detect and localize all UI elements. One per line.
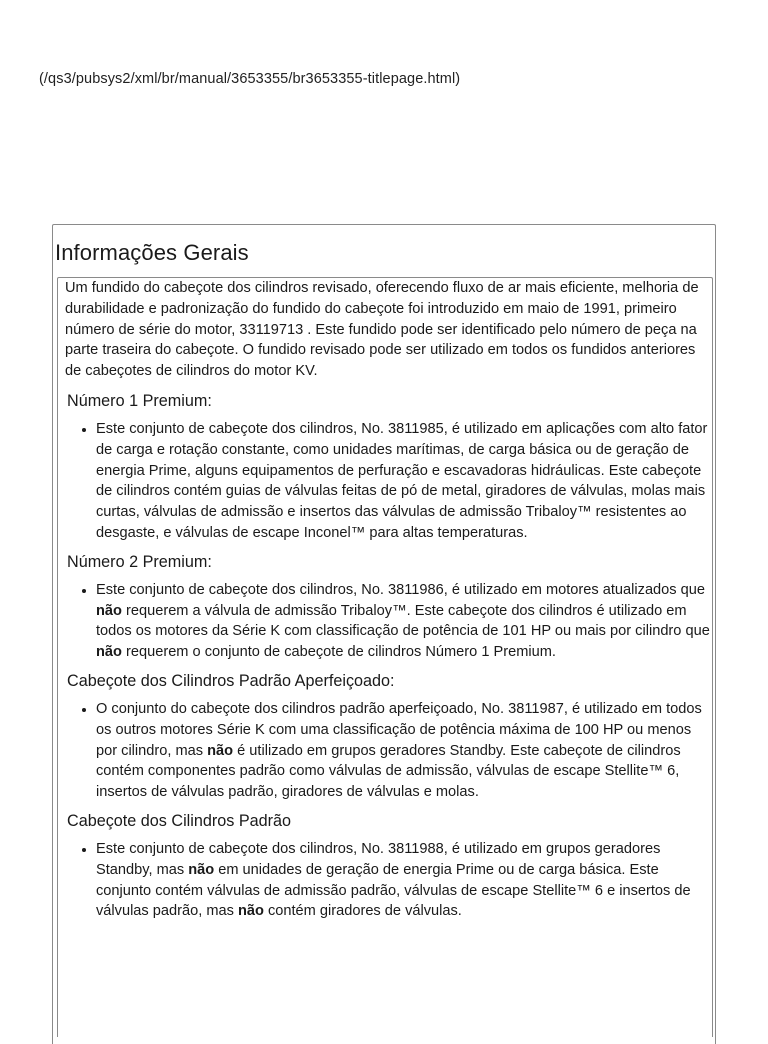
text-span: requerem o conjunto de cabeçote de cilindros Número 1 Premium. xyxy=(121,644,556,661)
heading-padrao-aperfeicoado: Cabeçote dos Cilindros Padrão Aperfeiçoado: xyxy=(67,671,395,690)
text-span: Este conjunto de cabeçote dos cilindros, No. 3811988, é utilizado em grupos geradores Standby, mas xyxy=(96,840,661,878)
page-url-link[interactable]: (/qs3/pubsys2/xml/br/manual/3653355/br3653355-titlepage.html) xyxy=(39,71,461,87)
list-item xyxy=(96,699,710,803)
text-span: Este conjunto de cabeçote dos cilindros, No. 3811986, é utilizado em motores atualizados que xyxy=(96,581,705,598)
emphasis-nao: não xyxy=(96,644,122,661)
list-padrao xyxy=(65,839,710,922)
text-span: contém giradores de válvulas. xyxy=(263,903,462,920)
section-title: Informações Gerais xyxy=(55,240,249,265)
intro-paragraph: Um fundido do cabeçote dos cilindros revisado, oferecendo fluxo de ar mais eficiente, melhoria de durabilidade e padronização do fundido do cabeçote foi introduzido em maio de 1991, primeiro número de série do motor, 33119713 . Este fundido pode ser identificado pelo número de peça na parte traseira do cabeçote. O fundido revisado pode ser utilizado em todos os fundidos anteriores de cabeçotes de cilindros do motor KV. xyxy=(65,280,699,380)
heading-padrao: Cabeçote dos Cilindros Padrão xyxy=(67,811,292,830)
list-item xyxy=(96,839,710,922)
list-numero-2-premium xyxy=(65,580,710,663)
heading-numero-1-premium: Número 1 Premium: xyxy=(67,391,212,410)
text-span: em unidades de geração de energia Prime ou de carga básica. Este conjunto contém válvulas de admissão padrão, válvulas de escape Stellite™ 6 e insertos de válvulas padrão, mas xyxy=(96,861,691,920)
emphasis-nao: não xyxy=(96,602,122,619)
heading-numero-2-premium: Número 2 Premium: xyxy=(67,552,212,571)
list-item xyxy=(96,580,710,663)
emphasis-nao: não xyxy=(188,861,215,878)
list-item: • Este conjunto de cabeçote dos cilindros, No. 3811985, é utilizado em aplicações com alto fator de carga e rotação constante, como unidades marítimas, de carga básica ou de geração de energia Prime, alguns equipamentos de perfuração e escavadoras hidráulicas. Este cabeçote de cilindros contém guias de válvulas feitas de pó de metal, giradores de válvulas, molas mais curtas, válvulas de admissão e insertos das válvulas de admissão Tribaloy™ resistentes ao desgaste, e válvulas de escape Inconel™ para altas temperaturas. xyxy=(96,419,710,544)
text-span: é utilizado em grupos geradores Standby. Este cabeçote de cilindros contém componentes padrão como válvulas de admissão, válvulas de escape Stellite™ 6, insertos de válvulas padrão, giradores de válvulas e molas. xyxy=(96,742,681,801)
text-span: O conjunto do cabeçote dos cilindros padrão aperfeiçoado, No. 3811987, é utilizado em todos os outros motores Série K com uma classificação de potência máxima de 100 HP ou menos por cilindro, mas xyxy=(96,700,702,759)
list-numero-1-premium xyxy=(65,419,710,544)
text-span: requerem a válvula de admissão Tribaloy™. Este cabeçote dos cilindros é utilizado em todos os motores da Série K com classificação de potência de 101 HP ou mais por cilindro que xyxy=(96,602,710,640)
emphasis-nao: não xyxy=(237,903,264,920)
emphasis-nao: não xyxy=(207,742,234,759)
list-padrao-aperfeicoado xyxy=(65,699,710,803)
section-content xyxy=(65,278,710,922)
